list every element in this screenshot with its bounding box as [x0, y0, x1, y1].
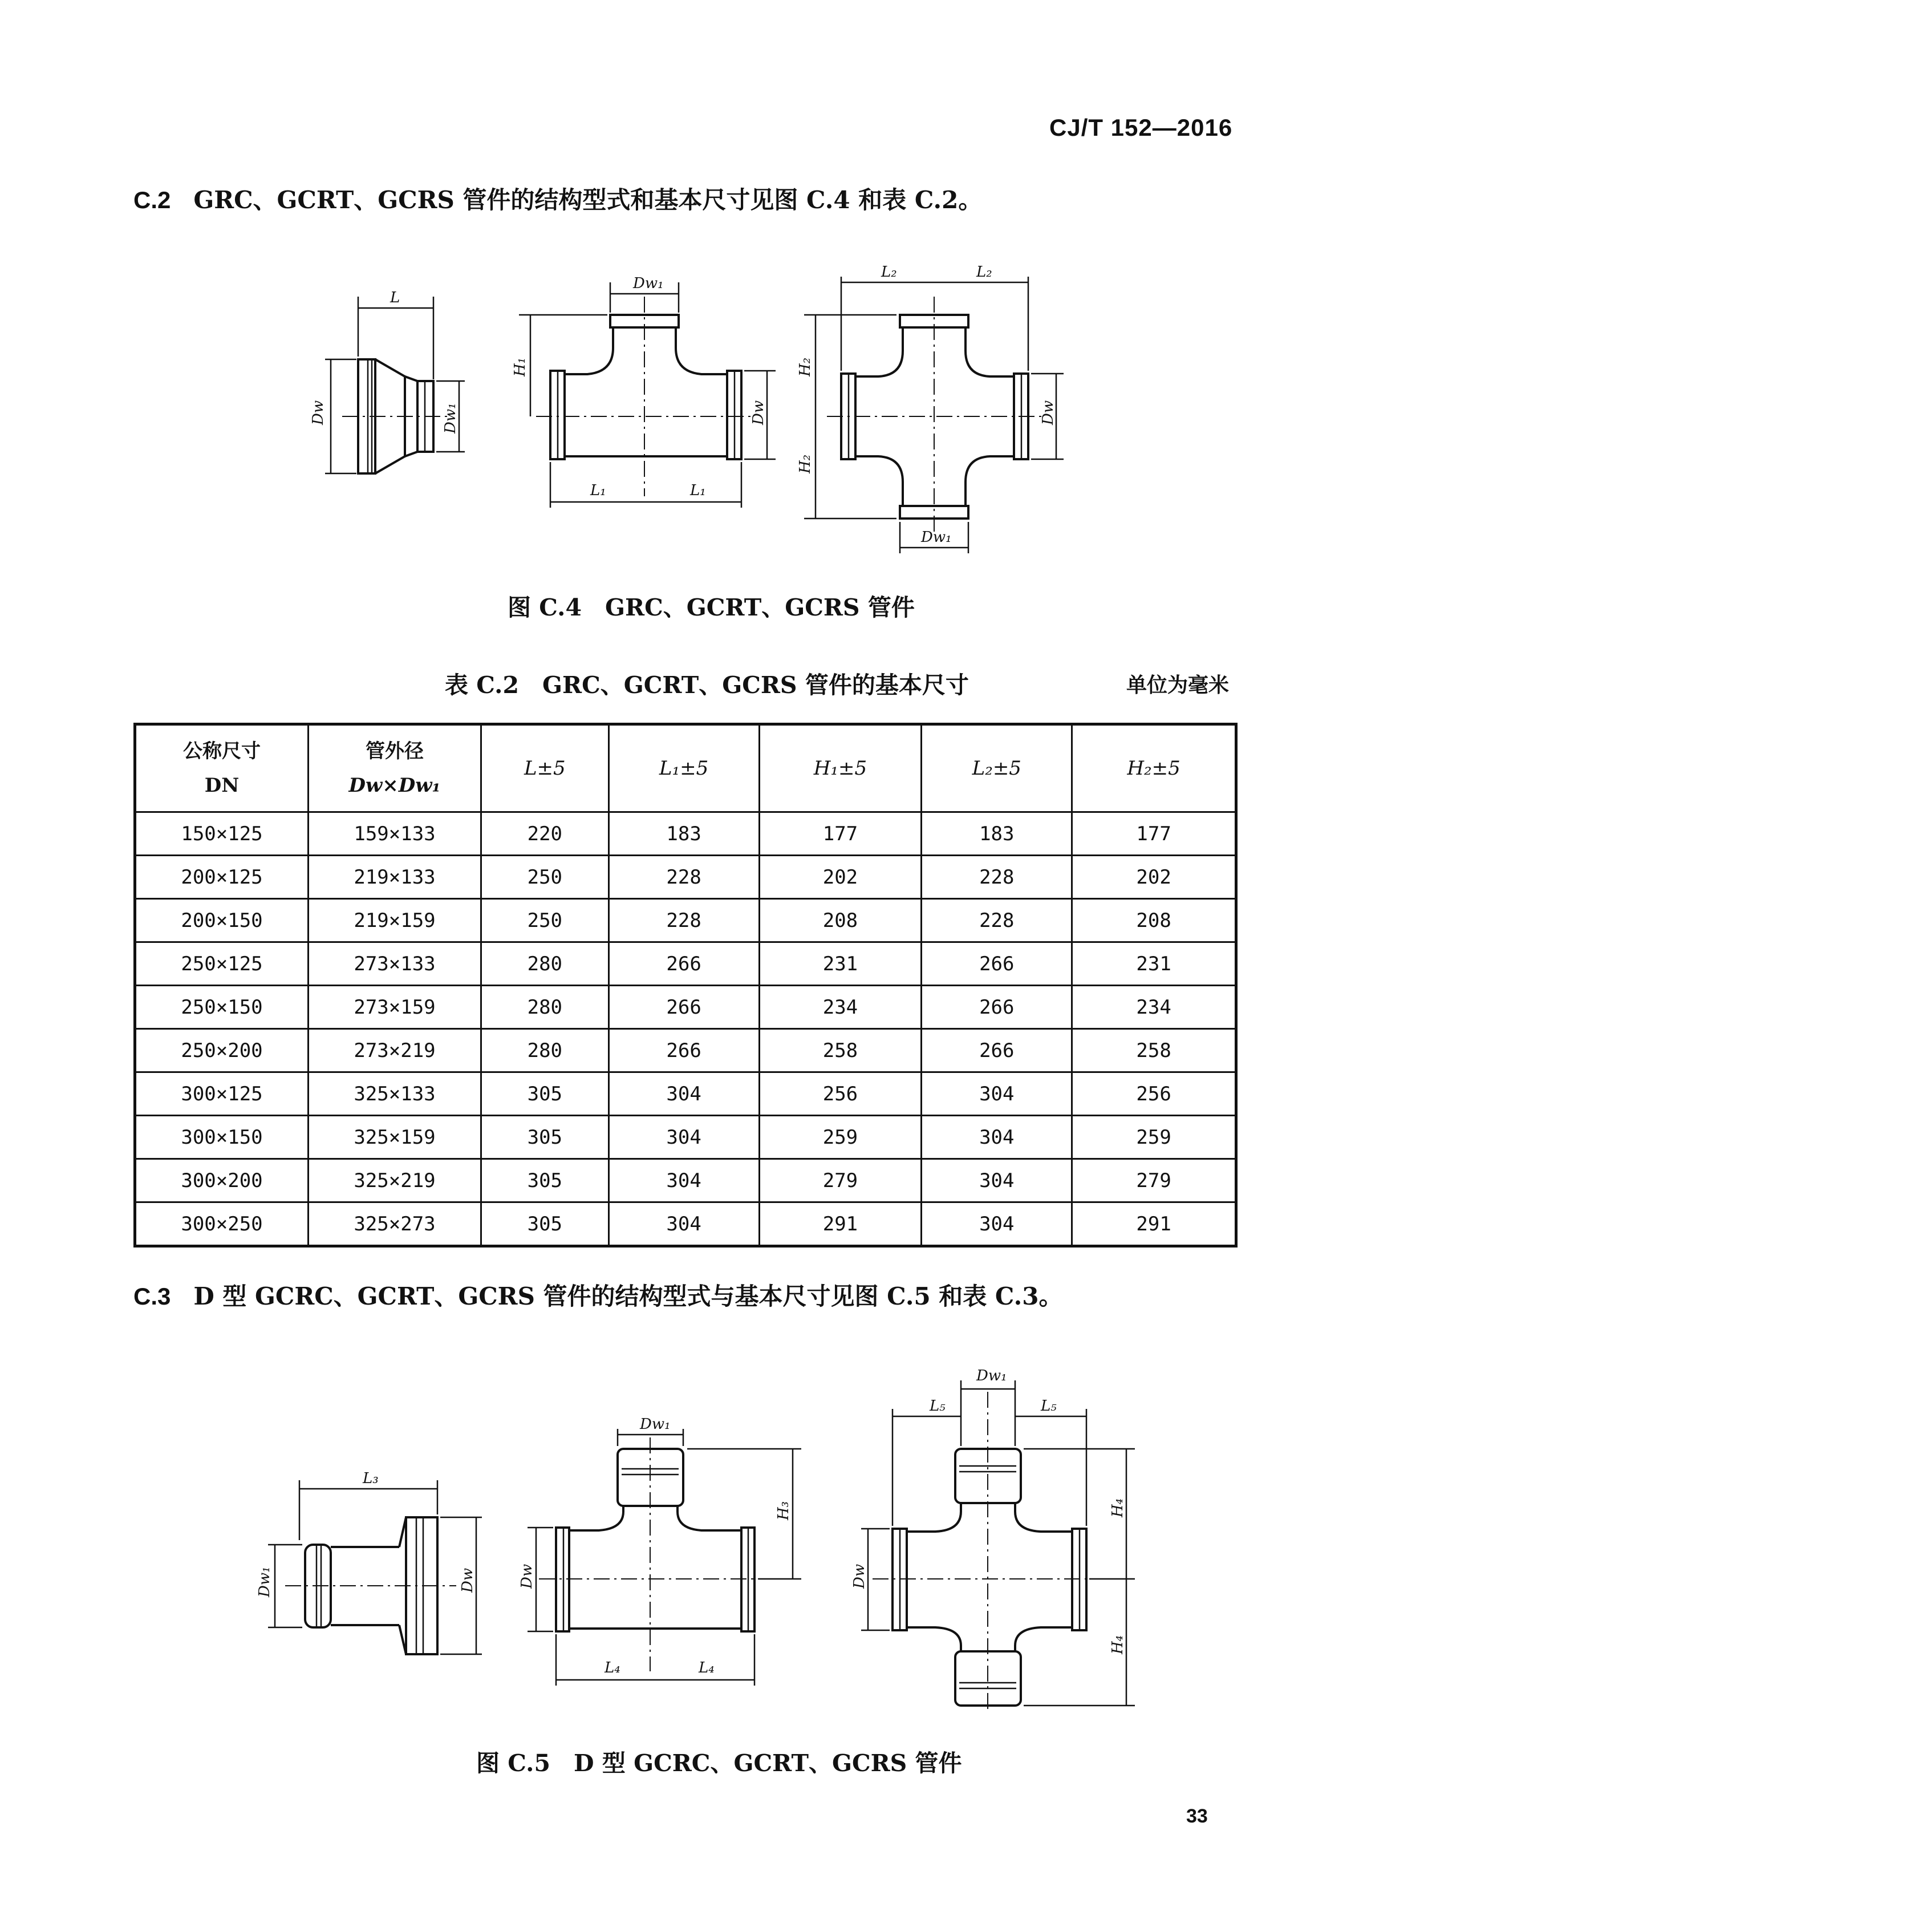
table-cell: 325×273	[309, 1202, 481, 1246]
figure-c5-caption: 图 C.5 D 型 GCRC、GCRT、GCRS 管件	[476, 1749, 962, 1777]
table-cell: 208	[1072, 899, 1236, 942]
table-cell: 266	[922, 986, 1072, 1029]
label-dw-reducer-d: Dw	[459, 1568, 476, 1593]
table-cell: 291	[759, 1202, 922, 1246]
table-cell: 250×200	[135, 1029, 309, 1072]
table-cell: 183	[922, 812, 1072, 856]
table-cell: 200×150	[135, 899, 309, 942]
label-l1-right: L₁	[690, 482, 706, 499]
label-dw-tee-d: Dw	[518, 1564, 535, 1589]
label-h4-top: H₄	[1109, 1498, 1126, 1517]
table-cell: 325×159	[309, 1116, 481, 1159]
table-cell: 228	[922, 856, 1072, 899]
table-cell: 304	[608, 1202, 759, 1246]
table-cell: 219×159	[309, 899, 481, 942]
table-cell: 177	[1072, 812, 1236, 856]
table-cell: 280	[481, 986, 609, 1029]
header-l: L±5	[481, 724, 609, 812]
table-cell: 234	[1072, 986, 1236, 1029]
table-cell: 279	[1072, 1159, 1236, 1202]
header-l1: L₁±5	[608, 724, 759, 812]
table-cell: 259	[1072, 1116, 1236, 1159]
table-cell: 258	[1072, 1029, 1236, 1072]
standard-number: CJ/T 152—2016	[1049, 114, 1233, 141]
table-cell: 150×125	[135, 812, 309, 856]
table-cell: 305	[481, 1072, 609, 1116]
section-c3-text: D 型 GCRC、GCRT、GCRS 管件的结构型式与基本尺寸见图 C.5 和表 C.3。	[193, 1282, 1063, 1310]
table-cell: 291	[1072, 1202, 1236, 1246]
table-cell: 300×200	[135, 1159, 309, 1202]
label-dw-reducer: Dw	[310, 400, 327, 425]
table-cell: 183	[608, 812, 759, 856]
label-l3: L₃	[363, 1470, 379, 1487]
table-cell: 300×250	[135, 1202, 309, 1246]
label-l2-right: L₂	[976, 264, 992, 281]
label-dw-cross-d: Dw	[851, 1564, 868, 1589]
header-h1: H₁±5	[759, 724, 922, 812]
label-l2-left: L₂	[881, 264, 897, 281]
table-cell: 250	[481, 899, 609, 942]
label-l5-left: L₅	[930, 1398, 946, 1415]
label-dw1-reducer: Dw₁	[442, 403, 459, 434]
table-cell: 231	[1072, 942, 1236, 986]
table-cell: 305	[481, 1159, 609, 1202]
table-cell: 258	[759, 1029, 922, 1072]
label-L: L	[390, 289, 400, 306]
table-cell: 266	[922, 1029, 1072, 1072]
table-cell: 304	[608, 1116, 759, 1159]
label-h4-bottom: H₄	[1109, 1635, 1126, 1654]
section-c3-number: C.3	[133, 1283, 171, 1310]
table-cell: 273×133	[309, 942, 481, 986]
header-l2: L₂±5	[922, 724, 1072, 812]
table-cell: 305	[481, 1202, 609, 1246]
page-number: 33	[1186, 1805, 1208, 1827]
label-dw1-reducer-d: Dw₁	[256, 1566, 273, 1597]
table-cell: 202	[759, 856, 922, 899]
table-cell: 300×150	[135, 1116, 309, 1159]
table-cell: 300×125	[135, 1072, 309, 1116]
table-cell: 304	[922, 1072, 1072, 1116]
table-cell: 266	[922, 942, 1072, 986]
header-nominal-size: 公称尺寸 DN	[135, 724, 309, 812]
header-outer-diameter: 管外径 Dw×Dw₁	[309, 724, 481, 812]
label-h3: H₃	[775, 1501, 792, 1520]
header-h2: H₂±5	[1072, 724, 1236, 812]
table-cell: 228	[922, 899, 1072, 942]
table-cell: 304	[922, 1116, 1072, 1159]
figure-c4-caption: 图 C.4 GRC、GCRT、GCRS 管件	[508, 594, 915, 621]
section-c2-text: GRC、GCRT、GCRS 管件的结构型式和基本尺寸见图 C.4 和表 C.2。	[193, 186, 983, 214]
table-cell: 159×133	[309, 812, 481, 856]
table-cell: 228	[608, 899, 759, 942]
label-dw1-tee: Dw₁	[633, 275, 664, 292]
table-cell: 304	[608, 1072, 759, 1116]
table-cell: 234	[759, 986, 922, 1029]
table-cell: 250	[481, 856, 609, 899]
table-c2-unit: 单位为毫米	[1126, 673, 1230, 697]
table-cell: 304	[608, 1159, 759, 1202]
table-cell: 280	[481, 1029, 609, 1072]
label-l4-right: L₄	[699, 1659, 715, 1676]
label-l1-left: L₁	[590, 482, 606, 499]
label-l5-right: L₅	[1041, 1398, 1057, 1415]
reducer-d-type-drawing	[256, 1470, 482, 1654]
table-cell: 266	[608, 986, 759, 1029]
table-cell: 208	[759, 899, 922, 942]
table-cell: 304	[922, 1159, 1072, 1202]
tee-d-type-drawing	[518, 1416, 801, 1686]
table-c2-caption: 表 C.2 GRC、GCRT、GCRS 管件的基本尺寸	[445, 671, 969, 699]
label-dw-cross: Dw	[1040, 400, 1057, 425]
table-cell: 273×219	[309, 1029, 481, 1072]
table-cell: 279	[759, 1159, 922, 1202]
table-cell: 325×219	[309, 1159, 481, 1202]
table-cell: 273×159	[309, 986, 481, 1029]
table-cell: 219×133	[309, 856, 481, 899]
table-cell: 256	[759, 1072, 922, 1116]
table-cell: 200×125	[135, 856, 309, 899]
table-cell: 177	[759, 812, 922, 856]
table-cell: 305	[481, 1116, 609, 1159]
label-h2-bottom: H₂	[797, 454, 814, 473]
label-h1: H₁	[512, 357, 529, 376]
table-cell: 266	[608, 1029, 759, 1072]
table-cell: 202	[1072, 856, 1236, 899]
table-cell: 304	[922, 1202, 1072, 1246]
section-c2-number: C.2	[133, 187, 171, 213]
table-cell: 220	[481, 812, 609, 856]
label-dw1-tee-d: Dw₁	[640, 1416, 671, 1433]
table-cell: 250×150	[135, 986, 309, 1029]
table-cell: 259	[759, 1116, 922, 1159]
table-cell: 325×133	[309, 1072, 481, 1116]
table-cell: 256	[1072, 1072, 1236, 1116]
label-h2-top: H₂	[797, 357, 814, 376]
cross-d-type-drawing	[851, 1367, 1135, 1711]
label-dw-tee: Dw	[750, 400, 767, 425]
label-dw1-cross: Dw₁	[921, 529, 952, 546]
table-cell: 266	[608, 942, 759, 986]
label-dw1-cross-d: Dw₁	[976, 1367, 1007, 1384]
label-l4-left: L₄	[605, 1659, 620, 1676]
table-cell: 228	[608, 856, 759, 899]
table-cell: 231	[759, 942, 922, 986]
table-cell: 250×125	[135, 942, 309, 986]
table-cell: 280	[481, 942, 609, 986]
